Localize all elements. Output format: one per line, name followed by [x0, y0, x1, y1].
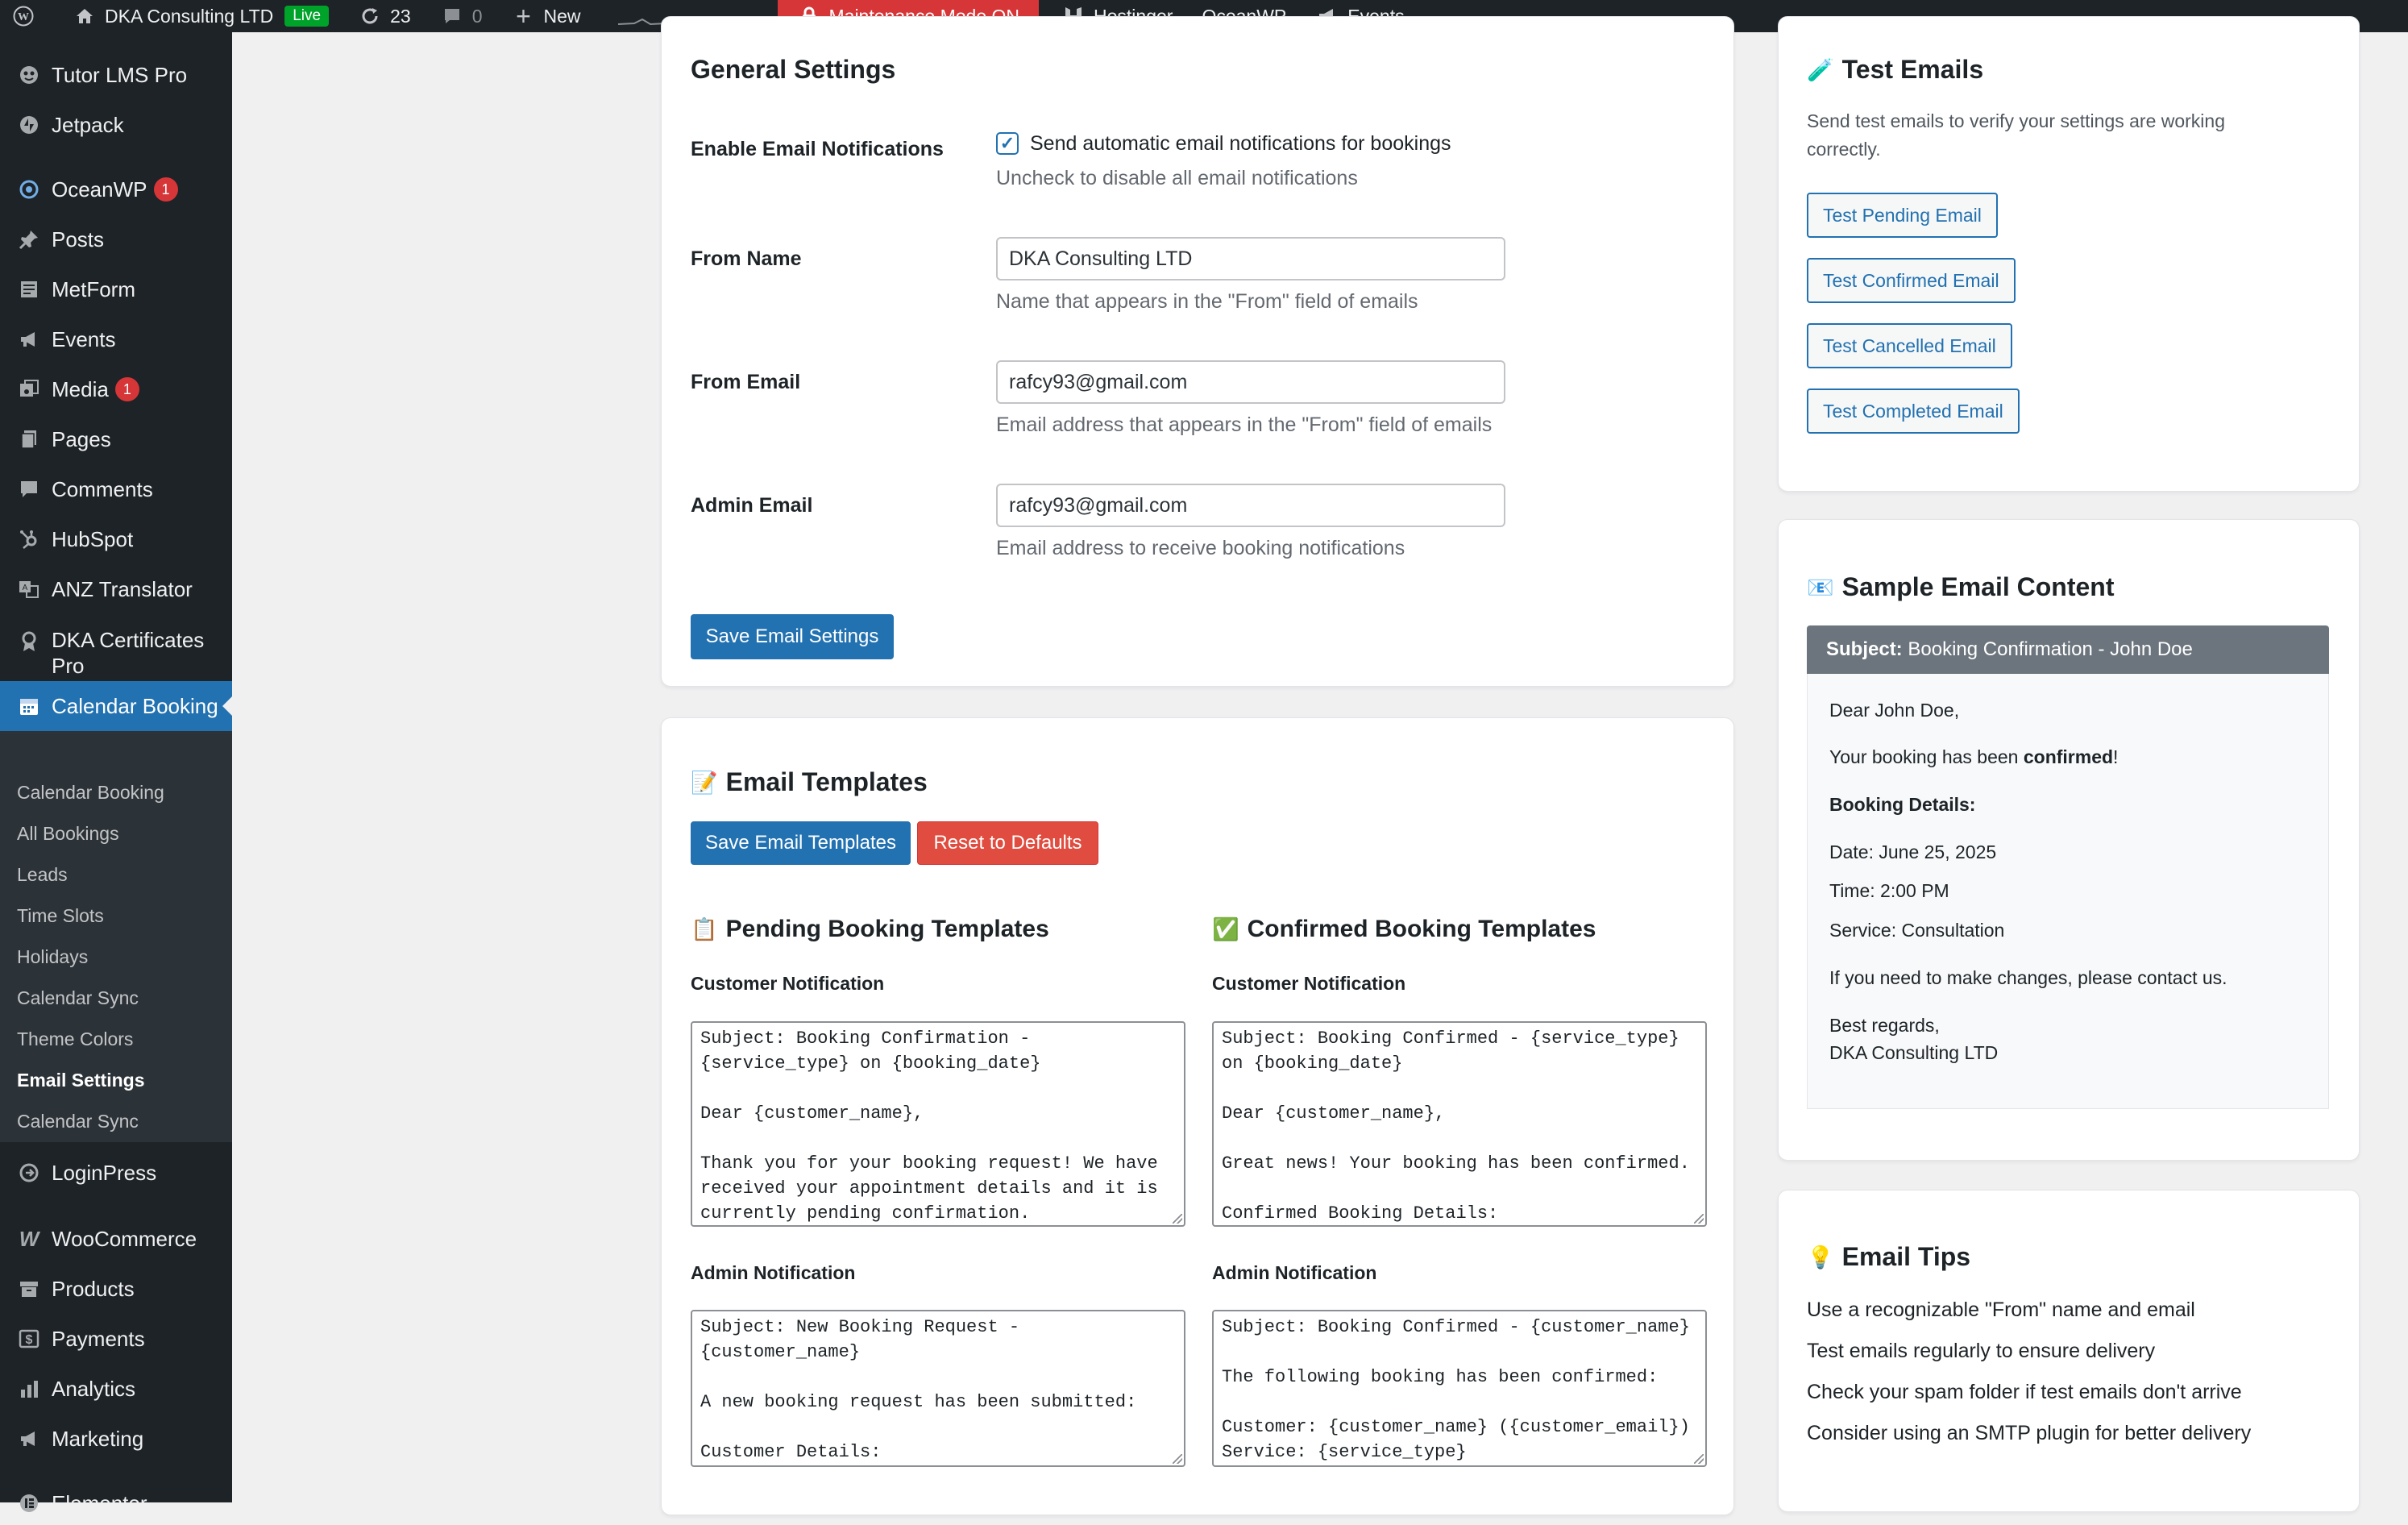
- menu-label: Comments: [52, 476, 153, 501]
- menu-item-hubspot[interactable]: [0, 517, 232, 561]
- new-label: New: [543, 5, 581, 27]
- email-tips-title-text: Email Tips: [1841, 1242, 1971, 1271]
- envelope-icon: 📧: [1807, 575, 1834, 600]
- pin-icon: [15, 225, 44, 254]
- confirmed-admin-template-textarea[interactable]: Subject: Booking Confirmed - {customer_name} The following booking has been confirmed: Customer: {customer_name} ({customer_email}) Service: {service_type}: [1212, 1310, 1707, 1467]
- comments-count: 0: [471, 5, 483, 27]
- comment-icon: [15, 475, 44, 504]
- calendar-booking-submenu: [0, 731, 232, 1142]
- pending-templates-title: Pending Booking Templates: [725, 916, 1049, 942]
- menu-item-anz-translator[interactable]: [0, 567, 232, 611]
- menu-item-events[interactable]: [0, 318, 232, 361]
- wordpress-icon: [11, 4, 35, 28]
- menu-item-marketing[interactable]: [0, 1417, 232, 1461]
- sample-signature: DKA Consulting LTD: [1829, 1042, 1999, 1063]
- enable-notifications-label: Enable Email Notifications: [691, 138, 944, 160]
- oceanwp-icon: [15, 175, 44, 204]
- menu-item-jetpack[interactable]: [0, 103, 232, 147]
- submenu-leads[interactable]: Leads: [17, 864, 68, 885]
- menu-item-woocommerce[interactable]: [0, 1217, 232, 1261]
- subject-label: Subject:: [1826, 638, 1903, 660]
- general-settings-card: [661, 16, 1734, 687]
- translate-icon: [15, 575, 44, 604]
- menu-item-metform[interactable]: [0, 268, 232, 311]
- menu-label: Media: [52, 376, 109, 401]
- submenu-theme-colors[interactable]: Theme Colors: [17, 1028, 134, 1049]
- confirmed-admin-label: Admin Notification: [1212, 1262, 1377, 1283]
- notification-badge: 1: [115, 377, 139, 401]
- sample-regards: Best regards,: [1829, 1015, 1940, 1036]
- menu-item-products[interactable]: [0, 1267, 232, 1311]
- admin-email-description: Email address to receive booking notifications: [996, 537, 1405, 559]
- admin-email-input[interactable]: [996, 484, 1505, 527]
- from-email-input[interactable]: [996, 360, 1505, 404]
- new-content-link[interactable]: [496, 0, 595, 32]
- sample-email-subject: [1807, 625, 2329, 674]
- sample-time: Time: 2:00 PM: [1829, 880, 1949, 901]
- svg-text:W: W: [18, 11, 29, 23]
- menu-item-pages[interactable]: [0, 418, 232, 461]
- calendar-icon: [15, 692, 44, 721]
- menu-label: Pages: [52, 426, 111, 451]
- comment-icon: [440, 4, 464, 28]
- archive-icon: [15, 1274, 44, 1303]
- menu-label: Elementor: [52, 1490, 147, 1515]
- menu-label: Marketing: [52, 1426, 144, 1451]
- test-emails-title-text: Test Emails: [1841, 55, 1984, 84]
- menu-label: HubSpot: [52, 526, 134, 551]
- sample-line-bold: confirmed: [2023, 746, 2114, 767]
- from-email-label: From Email: [691, 371, 801, 393]
- site-name-link[interactable]: [58, 0, 343, 32]
- site-name: DKA Consulting LTD: [105, 5, 274, 27]
- from-name-description: Name that appears in the "From" field of emails: [996, 290, 1418, 313]
- test-tube-icon: 🧪: [1807, 57, 1834, 82]
- enable-notifications-checkbox-label[interactable]: Send automatic email notifications for bookings: [1030, 132, 1451, 155]
- plus-icon: +: [516, 1, 531, 31]
- menu-item-oceanwp[interactable]: [0, 168, 232, 211]
- menu-label: Analytics: [52, 1376, 136, 1401]
- sample-email-title-text: Sample Email Content: [1841, 572, 2115, 601]
- menu-label: Posts: [52, 226, 105, 251]
- memo-icon: 📝: [691, 770, 718, 795]
- enable-notifications-description: Uncheck to disable all email notifications: [996, 167, 1358, 189]
- reset-to-defaults-button[interactable]: Reset to Defaults: [917, 821, 1098, 865]
- hubspot-icon: [15, 525, 44, 554]
- updates-count: 23: [390, 5, 411, 27]
- pending-admin-template-textarea[interactable]: Subject: New Booking Request - {customer_name} A new booking request has been submitted: Customer Details:: [691, 1310, 1185, 1467]
- megaphone-icon: [15, 325, 44, 354]
- svg-text:A: A: [22, 584, 28, 592]
- live-badge: Live: [284, 6, 329, 27]
- email-tip: Test emails regularly to ensure delivery: [1807, 1340, 2156, 1362]
- test-emails-description: [1807, 107, 2225, 164]
- admin-email-label: Admin Email: [691, 494, 813, 517]
- sample-line-end: !: [2113, 746, 2119, 767]
- pending-customer-template-textarea[interactable]: Subject: Booking Confirmation - {service_type} on {booking_date} Dear {customer_name}, Thank you for your booking request! We have received your appointment details and it is currently pending confirmation.: [691, 1021, 1185, 1227]
- sample-email-title: [1807, 572, 2114, 602]
- submenu-calendar-sync[interactable]: Calendar Sync: [17, 987, 139, 1008]
- award-icon: [15, 627, 44, 656]
- page-icon: [15, 425, 44, 454]
- email-tip: Use a recognizable "From" name and email: [1807, 1299, 2195, 1321]
- save-email-settings-button[interactable]: Save Email Settings: [691, 614, 894, 659]
- updates-link[interactable]: [343, 0, 426, 32]
- jetpack-icon: [15, 110, 44, 139]
- submenu-holidays[interactable]: Holidays: [17, 946, 89, 967]
- loginpress-icon: [15, 1158, 44, 1187]
- menu-item-loginpress[interactable]: [0, 1151, 232, 1195]
- menu-item-elementor[interactable]: [0, 1481, 232, 1525]
- menu-label: Jetpack: [52, 112, 124, 137]
- admin-sidebar: [0, 32, 232, 1515]
- submenu-calendar-booking[interactable]: Calendar Booking: [17, 782, 164, 803]
- test-cancelled-email-button[interactable]: Test Cancelled Email: [1807, 323, 2012, 368]
- megaphone-icon: [15, 1424, 44, 1453]
- menu-label: LoginPress: [52, 1160, 157, 1185]
- menu-item-calendar-booking[interactable]: [0, 681, 232, 731]
- sample-details-label: Booking Details:: [1829, 794, 1976, 815]
- notification-badge: 1: [154, 177, 178, 202]
- sample-line-text: Your booking has been: [1829, 746, 2024, 767]
- email-tips-title: [1807, 1242, 1970, 1272]
- form-icon: [15, 275, 44, 304]
- test-emails-description-line: correctly.: [1807, 139, 1881, 160]
- general-settings-title: General Settings: [691, 55, 896, 84]
- from-name-label: From Name: [691, 247, 802, 270]
- menu-item-dka-certificates-pro[interactable]: [0, 617, 232, 688]
- email-tip: Consider using an SMTP plugin for better delivery: [1807, 1422, 2252, 1444]
- submenu-time-slots[interactable]: Time Slots: [17, 905, 104, 926]
- submenu-all-bookings[interactable]: All Bookings: [17, 823, 119, 844]
- menu-label: WooCommerce: [52, 1226, 197, 1251]
- test-emails-title: [1807, 55, 1983, 85]
- from-email-description: Email address that appears in the "From" field of emails: [996, 413, 1493, 436]
- test-pending-email-button[interactable]: Test Pending Email: [1807, 193, 1998, 238]
- menu-label: OceanWP: [52, 177, 147, 202]
- check-mark-icon: ✅: [1212, 917, 1239, 941]
- woo-icon: W: [19, 1226, 39, 1251]
- menu-item-media[interactable]: [0, 368, 232, 411]
- menu-label: MetForm: [52, 276, 135, 301]
- sample-contact: If you need to make changes, please contact us.: [1829, 967, 2227, 988]
- menu-label: Calendar Booking: [52, 693, 218, 718]
- confirmed-templates-heading: [1212, 916, 1596, 943]
- sample-greeting: Dear John Doe,: [1829, 700, 1960, 721]
- bar-chart-icon: [15, 1374, 44, 1403]
- media-icon: [15, 375, 44, 404]
- test-confirmed-email-button[interactable]: Test Confirmed Email: [1807, 258, 2016, 303]
- email-tip: Check your spam folder if test emails don't arrive: [1807, 1381, 2242, 1403]
- menu-label: DKA Certificates Pro: [52, 628, 205, 678]
- menu-item-analytics[interactable]: [0, 1367, 232, 1411]
- email-templates-title-text: Email Templates: [725, 767, 928, 796]
- menu-label: Products: [52, 1276, 135, 1301]
- refresh-icon: [358, 4, 382, 28]
- email-templates-title: [691, 767, 928, 797]
- submenu-email-settings[interactable]: Email Settings: [17, 1070, 145, 1091]
- from-name-input[interactable]: [996, 237, 1505, 280]
- confirmed-customer-label: Customer Notification: [1212, 973, 1406, 994]
- home-icon: [73, 4, 97, 28]
- menu-item-payments[interactable]: [0, 1317, 232, 1361]
- pending-admin-label: Admin Notification: [691, 1262, 856, 1283]
- elementor-icon: [15, 1489, 44, 1518]
- clipboard-icon: 📋: [691, 917, 718, 941]
- sample-confirmation-line: [1829, 746, 2118, 768]
- menu-item-posts[interactable]: [0, 218, 232, 261]
- menu-label: Events: [52, 326, 116, 351]
- comments-link[interactable]: [426, 0, 497, 32]
- save-email-templates-button[interactable]: Save Email Templates: [691, 821, 911, 865]
- pending-customer-label: Customer Notification: [691, 973, 885, 994]
- menu-label: Tutor LMS Pro: [52, 62, 188, 87]
- confirmed-customer-template-textarea[interactable]: Subject: Booking Confirmed - {service_type} on {booking_date} Dear {customer_name}, Great news! Your booking has been confirmed. Confirmed Booking Details:: [1212, 1021, 1707, 1227]
- menu-label: Payments: [52, 1326, 145, 1351]
- sample-date: Date: June 25, 2025: [1829, 841, 1997, 862]
- lightbulb-icon: 💡: [1807, 1245, 1834, 1269]
- tutor-icon: [15, 60, 44, 89]
- dollar-icon: [15, 1324, 44, 1353]
- sample-service: Service: Consultation: [1829, 920, 2005, 941]
- pending-templates-heading: [691, 916, 1049, 943]
- submenu-calendar-sync-2[interactable]: Calendar Sync: [17, 1111, 139, 1132]
- test-emails-description-line: Send test emails to verify your settings are working: [1807, 110, 2226, 131]
- svg-text:$: $: [25, 1333, 33, 1347]
- menu-item-comments[interactable]: [0, 467, 232, 511]
- subject-value: Booking Confirmation - John Doe: [1908, 638, 2193, 660]
- menu-label: ANZ Translator: [52, 576, 193, 601]
- confirmed-templates-title: Confirmed Booking Templates: [1247, 916, 1596, 942]
- test-completed-email-button[interactable]: Test Completed Email: [1807, 389, 2020, 434]
- checkmark-icon: ✓: [999, 133, 1015, 153]
- menu-item-tutor-lms-pro[interactable]: [0, 53, 232, 97]
- wordpress-logo-button[interactable]: [0, 0, 58, 32]
- enable-notifications-checkbox[interactable]: [996, 132, 1019, 155]
